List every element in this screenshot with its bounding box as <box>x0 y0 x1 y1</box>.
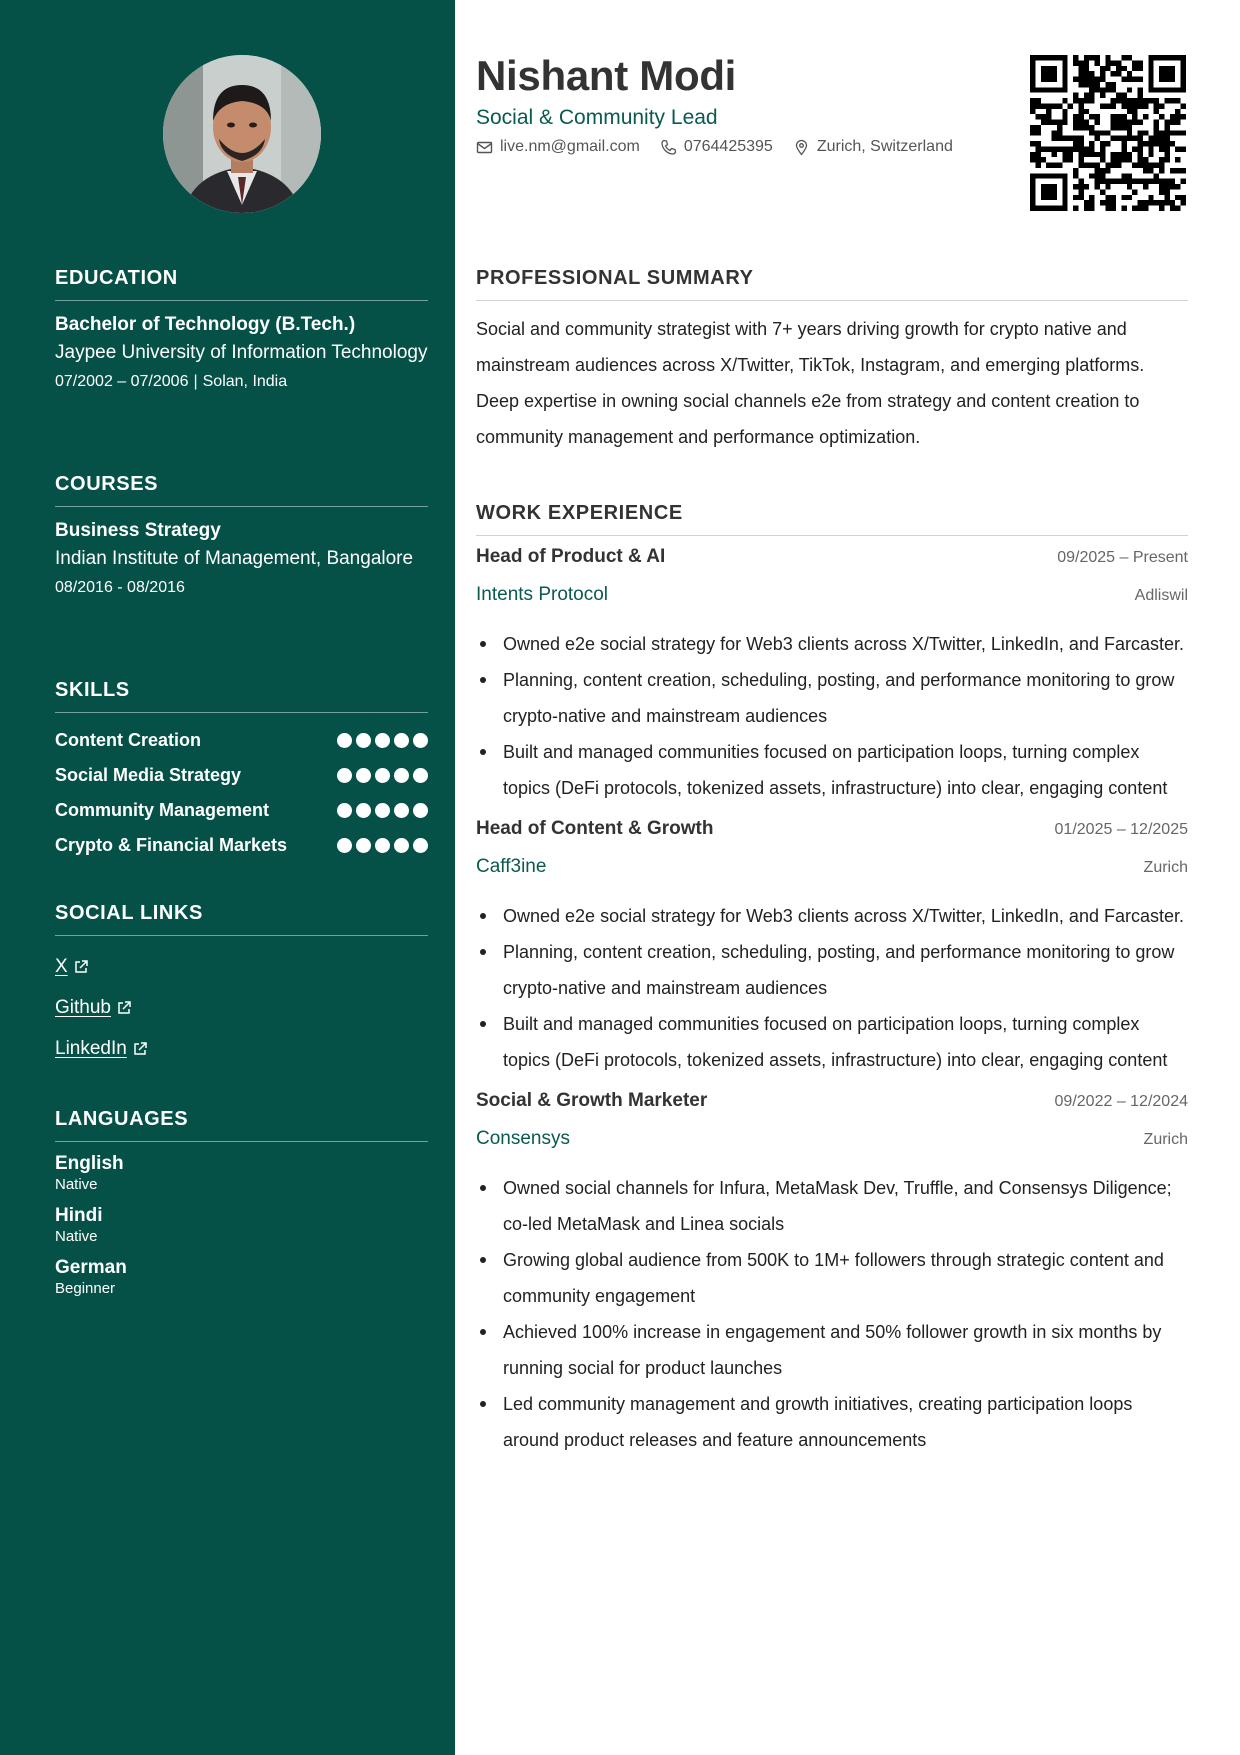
job-header <box>476 818 1188 856</box>
skill-name: Social Media Strategy <box>55 765 242 785</box>
skills-section <box>55 679 428 863</box>
job-bullets <box>476 626 1188 806</box>
language-level: Beginner <box>55 1280 116 1297</box>
skills-heading: SKILLS <box>55 679 428 713</box>
job-dates: 09/2025 – Present <box>1057 549 1188 566</box>
education-degree: Bachelor of Technology (B.Tech.) <box>55 314 356 335</box>
external-link-icon <box>74 960 88 974</box>
profile-photo <box>163 55 321 213</box>
job-dates: 01/2025 – 12/2025 <box>1054 821 1188 838</box>
job-subheader <box>476 584 1188 622</box>
skill-name: Community Management <box>55 800 270 820</box>
job-bullet: Built and managed communities focused on participation loops, turning complex topics (DeFi protocols, tokenized assets, infrastructure) into clear, engaging content <box>476 1006 1188 1078</box>
skill-dot <box>413 803 428 818</box>
job-bullet: Owned e2e social strategy for Web3 clients across X/Twitter, LinkedIn, and Farcaster. <box>476 626 1188 662</box>
job-title: Head of Content & Growth <box>476 818 714 839</box>
phone-icon <box>660 139 677 156</box>
skill-dot <box>413 733 428 748</box>
languages-section <box>55 1108 428 1308</box>
job-location: Zurich <box>1143 1131 1188 1148</box>
social-link-github[interactable] <box>55 987 428 1028</box>
job-entry <box>476 546 1188 806</box>
skills-list <box>55 723 428 863</box>
skill-dot <box>337 803 352 818</box>
courses-heading: COURSES <box>55 473 428 507</box>
job-subheader <box>476 856 1188 894</box>
job-header <box>476 1090 1188 1128</box>
contact-location-text: Zurich, Switzerland <box>816 138 953 155</box>
job-company: Consensys <box>476 1128 570 1149</box>
education-institution: Jaypee University of Information Technology <box>55 342 428 363</box>
contact-row <box>476 138 973 156</box>
language-name: English <box>55 1153 124 1174</box>
job-bullet: Planning, content creation, scheduling, posting, and performance monitoring to grow crypto-native and mainstream audiences <box>476 934 1188 1006</box>
social-link-github-label[interactable]: Github <box>55 996 111 1018</box>
job-bullet: Growing global audience from 500K to 1M+ followers through strategic content and community engagement <box>476 1242 1188 1314</box>
job-entry <box>476 818 1188 1078</box>
contact-email-text[interactable]: live.nm@gmail.com <box>500 138 640 155</box>
skill-dot <box>356 733 371 748</box>
skill-dot <box>356 768 371 783</box>
contact-phone-text[interactable]: 0764425395 <box>683 138 773 155</box>
experience-section <box>476 502 1188 1470</box>
skill-dot <box>394 838 409 853</box>
language-item <box>55 1256 428 1298</box>
education-dates: 07/2002 – 07/2006 <box>55 373 189 390</box>
skill-row <box>55 758 428 793</box>
skill-dot <box>413 768 428 783</box>
skill-level-dots <box>337 838 428 853</box>
job-location: Adliswil <box>1134 587 1188 604</box>
candidate-name: Nishant Modi <box>476 52 737 99</box>
candidate-role: Social & Community Lead <box>476 106 718 129</box>
skill-dot <box>375 733 390 748</box>
language-item <box>55 1204 428 1246</box>
skill-dot <box>394 733 409 748</box>
external-link-icon <box>117 1001 131 1015</box>
summary-text: Social and community strategist with 7+ years driving growth for crypto native and mainstream audiences across X/Twitter, TikTok, Instagram, and emerging platforms. Deep expertise in owning social channels e2e from strategy and content creation to community management and performance optimization. <box>476 319 1145 447</box>
skill-dot <box>356 803 371 818</box>
language-level: Native <box>55 1228 98 1245</box>
job-bullet: Led community management and growth initiatives, creating participation loops around product releases and feature announcements <box>476 1386 1188 1458</box>
skill-dot <box>375 768 390 783</box>
contact-phone[interactable] <box>660 138 773 156</box>
skill-dot <box>337 768 352 783</box>
job-location: Zurich <box>1143 859 1188 876</box>
languages-heading: LANGUAGES <box>55 1108 428 1142</box>
skill-dot <box>394 768 409 783</box>
job-bullets <box>476 898 1188 1078</box>
skill-name: Content Creation <box>55 730 201 750</box>
skill-level-dots <box>337 768 428 783</box>
social-link-x-label[interactable]: X <box>55 955 68 977</box>
skill-dot <box>375 838 390 853</box>
skill-level-dots <box>337 803 428 818</box>
social-links-heading: SOCIAL LINKS <box>55 902 428 936</box>
job-bullet: Planning, content creation, scheduling, posting, and performance monitoring to grow crypto-native and mainstream audiences <box>476 662 1188 734</box>
education-meta <box>55 369 428 395</box>
course-institution: Indian Institute of Management, Bangalore <box>55 548 414 569</box>
sidebar <box>0 0 455 1755</box>
education-section <box>55 267 428 395</box>
social-link-linkedin[interactable] <box>55 1028 428 1069</box>
language-name: German <box>55 1257 127 1278</box>
job-dates: 09/2022 – 12/2024 <box>1054 1093 1188 1110</box>
skill-name: Crypto & Financial Markets <box>55 835 288 855</box>
language-name: Hindi <box>55 1205 103 1226</box>
job-company: Intents Protocol <box>476 584 609 605</box>
location-pin-icon <box>793 139 810 156</box>
language-item <box>55 1152 428 1194</box>
education-separator: | <box>193 373 198 390</box>
job-bullet: Achieved 100% increase in engagement and 50% follower growth in six months by running social for product launches <box>476 1314 1188 1386</box>
job-title: Head of Product & AI <box>476 546 666 567</box>
social-links-section <box>55 902 428 1069</box>
skill-dot <box>337 733 352 748</box>
job-title: Social & Growth Marketer <box>476 1090 708 1111</box>
external-link-icon <box>133 1042 147 1056</box>
skill-dot <box>375 803 390 818</box>
social-link-linkedin-label[interactable]: LinkedIn <box>55 1037 127 1059</box>
job-bullet: Owned e2e social strategy for Web3 clients across X/Twitter, LinkedIn, and Farcaster. <box>476 898 1188 934</box>
job-bullet: Owned social channels for Infura, MetaMask Dev, Truffle, and Consensys Diligence; co-led MetaMask and Linea socials <box>476 1170 1188 1242</box>
education-heading: EDUCATION <box>55 267 428 301</box>
contact-location <box>793 138 953 156</box>
job-header <box>476 546 1188 584</box>
job-bullet: Built and managed communities focused on participation loops, turning complex topics (DeFi protocols, tokenized assets, infrastructure) into clear, engaging content <box>476 734 1188 806</box>
job-list <box>476 546 1188 1458</box>
courses-section <box>55 473 428 601</box>
skill-row <box>55 723 428 758</box>
skill-dot <box>394 803 409 818</box>
education-place: Solan, India <box>202 373 288 390</box>
skill-dot <box>356 838 371 853</box>
experience-heading: WORK EXPERIENCE <box>476 502 1188 536</box>
skill-row <box>55 793 428 828</box>
social-link-x[interactable] <box>55 946 428 987</box>
skill-dot <box>337 838 352 853</box>
course-title: Business Strategy <box>55 520 221 541</box>
job-company: Caff3ine <box>476 856 547 877</box>
summary-section <box>476 267 1188 455</box>
skill-row <box>55 828 428 863</box>
skill-dot <box>413 838 428 853</box>
job-entry <box>476 1090 1188 1458</box>
mail-icon <box>476 139 493 156</box>
language-level: Native <box>55 1176 98 1193</box>
contact-email[interactable] <box>476 138 640 156</box>
qr-code <box>1030 55 1186 211</box>
job-bullets <box>476 1170 1188 1458</box>
skill-level-dots <box>337 733 428 748</box>
course-dates: 08/2016 - 08/2016 <box>55 579 185 596</box>
job-subheader <box>476 1128 1188 1166</box>
summary-heading: PROFESSIONAL SUMMARY <box>476 267 1188 301</box>
